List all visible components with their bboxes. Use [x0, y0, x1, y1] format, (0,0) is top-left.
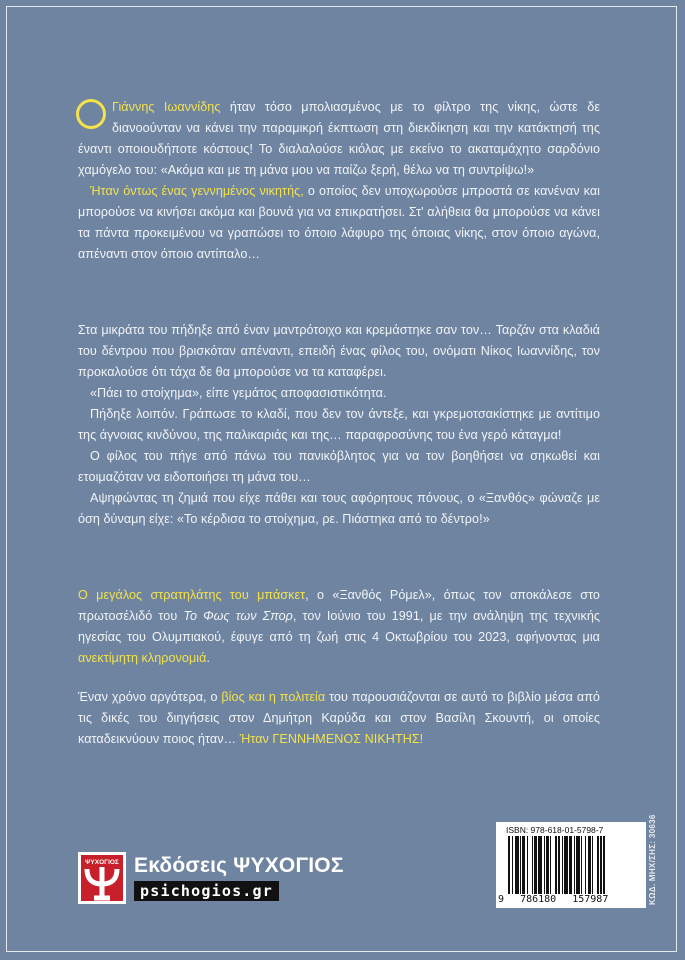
barcode-bar	[538, 836, 542, 894]
barcode-bar	[532, 836, 533, 894]
paragraph-friend: Ο φίλος του πήγε από πάνω του πανικόβλητος για να τον βοηθήσει να σηκωθεί και ετοιμαζόταν να ειδοποιήσει τη μάνα του…	[78, 449, 600, 484]
highlight-legacy: ανεκτίμητη κληρονομιά	[78, 651, 207, 665]
logo-mark-text: ΨΥΧΟΓΙΟΣ	[85, 859, 119, 866]
psi-logo-icon	[78, 852, 126, 904]
barcode-bar	[515, 836, 519, 894]
blurb-block-1	[78, 97, 600, 265]
barcode-bar	[546, 836, 548, 894]
product-code: ΚΩΔ. ΜΗΧ/ΣΗΣ: 30636	[648, 814, 657, 905]
blurb-block-3	[78, 585, 600, 669]
paragraph-intro	[78, 97, 600, 181]
paragraph-shout: Αψηφώντας τη ζημιά που είχε πάθει και τους αφόρητους πόνους, ο «Ξανθός» φώναζε με όση δύναμη είχε: «Το κέρδισα το στοίχημα, ρε. Πιάστηκα από το δέντρο!»	[78, 491, 600, 526]
barcode-bars	[508, 836, 636, 894]
barcode-bar	[550, 836, 551, 894]
barcode-bar	[600, 836, 601, 894]
barcode-digit-first: 9	[498, 894, 505, 905]
highlight-winner: Ήταν όντως ένας γεννημένος νικητής,	[90, 184, 304, 198]
blurb-block-2	[78, 320, 600, 530]
paragraph-winner	[78, 181, 600, 265]
barcode-bar	[512, 836, 513, 894]
isbn-label: ISBN: 978-618-01-5798-7	[506, 825, 604, 835]
barcode-bar	[576, 836, 580, 894]
barcode-bar	[544, 836, 545, 894]
highlight-general: Ο μεγάλος στρατηλάτης του μπάσκετ	[78, 588, 306, 602]
paragraph-legacy-text-3: .	[206, 651, 211, 665]
paragraph-legacy-text-1: , ο «Ξανθός Ρόμελ», όπως τον αποκάλεσε στο πρωτοσέλιδό του	[78, 588, 600, 623]
barcode-bar	[520, 836, 521, 894]
barcode-bar	[564, 836, 568, 894]
barcode-digits	[498, 894, 644, 905]
barcode-bar	[585, 836, 586, 894]
newspaper-title: Το Φως των Σπορ	[183, 609, 293, 623]
paragraph-book	[78, 687, 600, 750]
barcode-bar	[522, 836, 524, 894]
barcode-bar	[508, 836, 510, 894]
drop-cap-o	[76, 99, 106, 129]
barcode-bar	[603, 836, 605, 894]
publisher-name: Εκδόσεις ΨΥΧΟΓΙΟΣ	[134, 854, 344, 877]
barcode-bar	[574, 836, 575, 894]
barcode-bar	[562, 836, 563, 894]
publisher-logo	[78, 852, 344, 904]
barcode-bar	[534, 836, 536, 894]
paragraph-jump: Πήδηξε λοιπόν. Γράπωσε το κλαδί, που δεν τον άντεξε, και γκρεμοτσακίστηκε με αντίτιμο της άγνοιας κινδύνου, της παλικαριάς και της… παραφροσύνης του ένα γερό κάταγμα!	[78, 407, 600, 442]
highlight-born-winner: Ήταν ΓΕΝΝΗΜΕΝΟΣ ΝΙΚΗΤΗΣ!	[239, 732, 424, 746]
blurb-block-4	[78, 687, 600, 750]
barcode-bar	[527, 836, 528, 894]
paragraph-book-text-2: του παρουσιάζονται σε αυτό το βιβλίο μέσα από τις δικές του διηγήσεις στον Δημήτρη Καρύδα και στον Βασίλη Σκουντή, οι οποίες καταδεικνύουν ποιος ήταν…	[78, 690, 600, 746]
paragraph-book-text-1: Έναν χρόνο αργότερα, ο	[78, 690, 222, 704]
paragraph-bet: «Πάει το στοίχημα», είπε γεμάτος αποφασιστικότητα.	[90, 386, 387, 400]
barcode-bar	[558, 836, 559, 894]
barcode-bar	[569, 836, 571, 894]
barcode-bar	[555, 836, 557, 894]
paragraph-legacy	[78, 585, 600, 669]
barcode-bar	[581, 836, 582, 894]
barcode-bar	[597, 836, 599, 894]
barcode-digits-right: 157987	[572, 894, 609, 905]
highlight-name: Γιάννης Ιωαννίδης	[112, 100, 221, 114]
barcode-bar	[592, 836, 593, 894]
barcode-digits-left: 786180	[520, 894, 557, 905]
barcode	[496, 822, 646, 908]
paragraph-tarzan: Στα μικράτα του πήδηξε από έναν μαντρότοιχο και κρεμάστηκε σαν τον… Ταρζάν στα κλαδιά του δέντρου που βρισκόταν απέναντι, επειδή ένας φίλος του, ονόματι Νίκος Ιωαννίδης, τον προκαλούσε ότι τάχα δε θα μπορούσε να τα καταφέρει.	[78, 323, 600, 379]
barcode-bar	[588, 836, 590, 894]
paragraph-intro-text: ήταν τόσο μπολιασμένος με το φίλτρο της νίκης, ώστε δε διανοούνταν να κάνει την παραμικρή έκπτωση στη διεκδίκηση και την κατάκτησή της έναντι οποιουδήποτε κόστους! Το διαλαλούσε κιόλας με εκείνο το ακαταμάχητο σαρδόνιο χαμόγελο του: «Ακόμα και με τη μάνα μου να παίζω ξερή, θέλω να τη συντρίψω!»	[78, 100, 601, 177]
publisher-url: psichogios.gr	[134, 881, 279, 901]
highlight-life: βίος και η πολιτεία	[221, 690, 326, 704]
paragraph-legacy-text-2: , τον Ιούνιο του 1991, με την ανάληψη της τεχνικής ηγεσίας του Ολυμπιακού, έφυγε από τη ζωή στις 4 Οκτωβρίου του 2023, αφήνοντας μια	[78, 609, 600, 644]
paragraph-winner-text: ο οποίος δεν υποχωρούσε μπροστά σε κανέναν και μπορούσε να κινήσει ακόμα και βουνά για να επικρατήσει. Στ' αλήθεια θα μπορούσε να κάνει τα πάντα προκειμένου να γραπώσει το όποιο λάφυρο της όποιας νίκης, στον όποιο αγώνα, απέναντι στον όποιο αντίπαλο…	[78, 184, 600, 261]
